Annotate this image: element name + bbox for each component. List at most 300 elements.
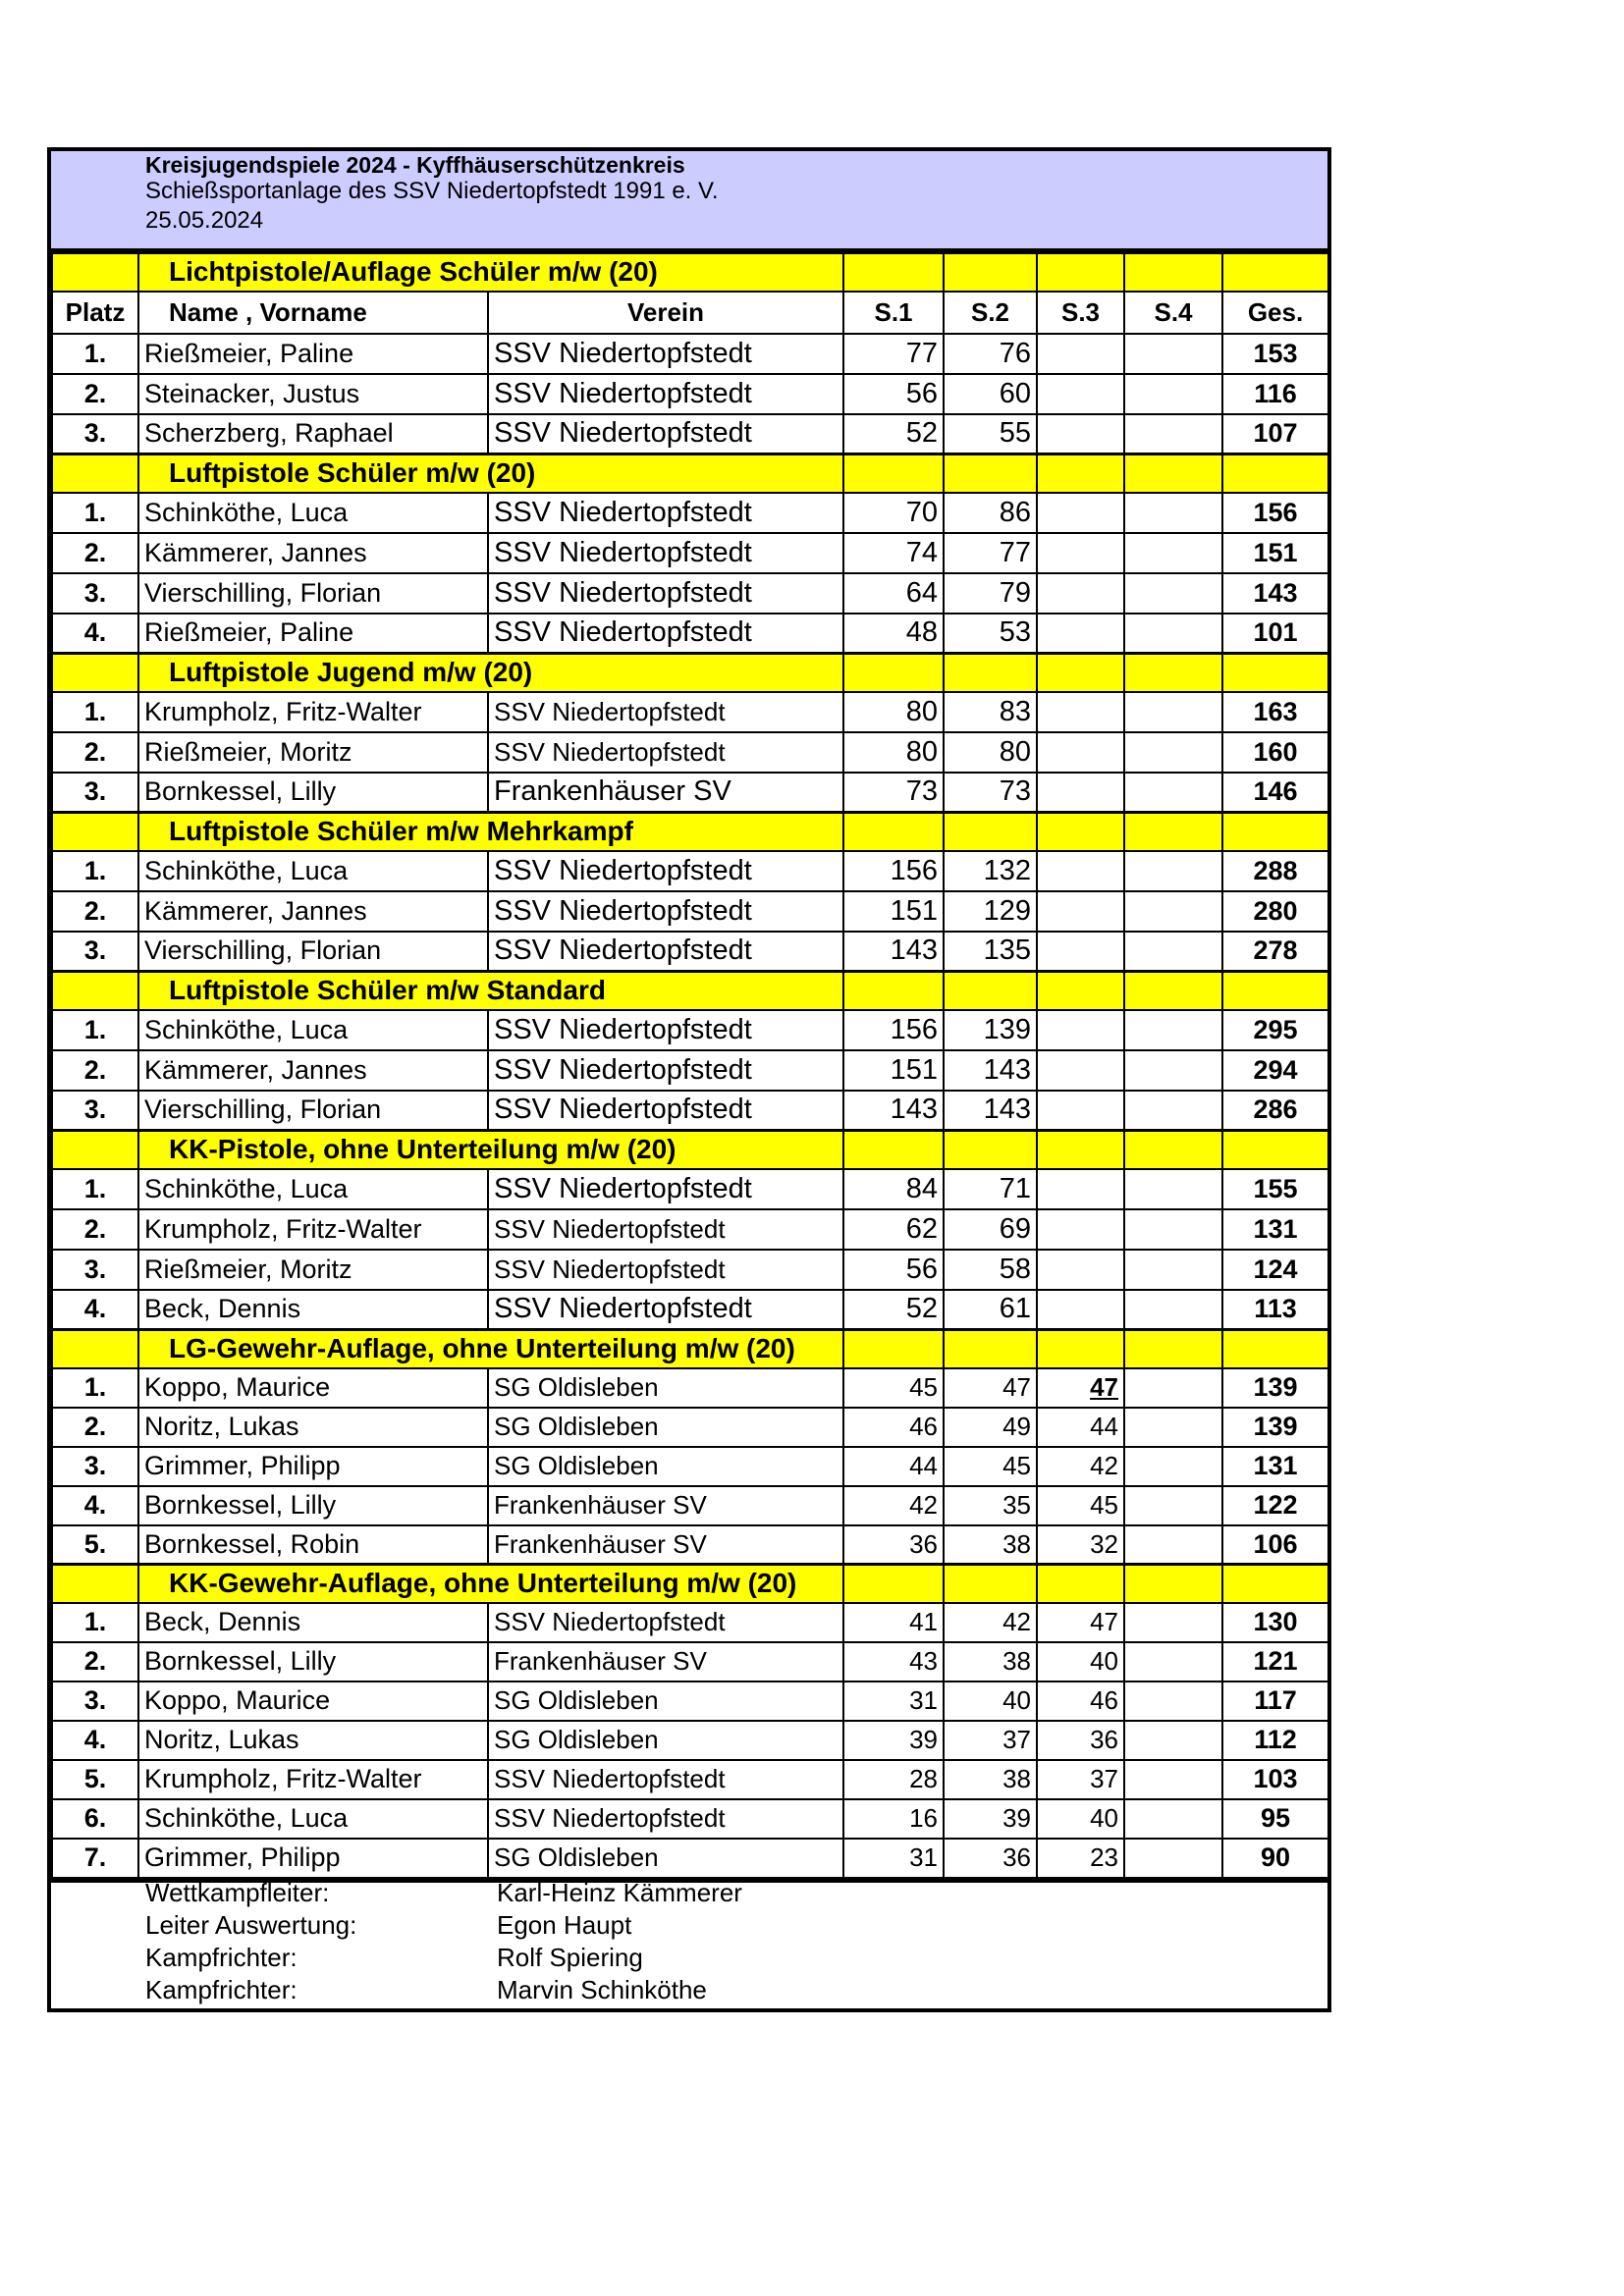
section-blank-cell bbox=[1222, 813, 1328, 851]
club-cell: SSV Niedertopfstedt bbox=[488, 932, 843, 972]
series-s1-cell: 56 bbox=[843, 374, 944, 414]
series-s3-cell: 45 bbox=[1037, 1486, 1124, 1525]
series-s3-cell: 42 bbox=[1037, 1447, 1124, 1486]
name-cell: Schinköthe, Luca bbox=[138, 1010, 488, 1050]
total-cell: 131 bbox=[1222, 1209, 1328, 1250]
series-s3-cell bbox=[1037, 891, 1124, 932]
result-row bbox=[52, 891, 1328, 932]
name-cell: Beck, Dennis bbox=[138, 1290, 488, 1330]
club-cell: SG Oldisleben bbox=[488, 1839, 843, 1878]
section-header-row bbox=[52, 972, 1328, 1010]
total-cell: 139 bbox=[1222, 1368, 1328, 1408]
section-header-row bbox=[52, 813, 1328, 851]
total-cell: 151 bbox=[1222, 533, 1328, 573]
series-s3-cell bbox=[1037, 374, 1124, 414]
series-s3-cell bbox=[1037, 773, 1124, 813]
series-s4-cell bbox=[1124, 414, 1222, 454]
series-s3-cell: 40 bbox=[1037, 1642, 1124, 1682]
section-blank-cell bbox=[1124, 1131, 1222, 1169]
series-s2-cell: 47 bbox=[944, 1368, 1037, 1408]
series-s3-cell: 23 bbox=[1037, 1839, 1124, 1878]
place-cell: 5. bbox=[52, 1525, 138, 1565]
series-s1-cell: 45 bbox=[843, 1368, 944, 1408]
total-cell: 95 bbox=[1222, 1799, 1328, 1839]
club-cell: SSV Niedertopfstedt bbox=[488, 851, 843, 891]
result-row bbox=[52, 1209, 1328, 1250]
place-cell: 5. bbox=[52, 1760, 138, 1799]
place-cell: 2. bbox=[52, 533, 138, 573]
official-role: Kampfrichter: bbox=[145, 1974, 298, 2004]
series-s4-cell bbox=[1124, 1050, 1222, 1091]
series-s1-cell: 74 bbox=[843, 533, 944, 573]
series-s4-cell bbox=[1124, 533, 1222, 573]
club-cell: SSV Niedertopfstedt bbox=[488, 1250, 843, 1290]
series-s3-cell bbox=[1037, 573, 1124, 614]
section-blank-cell bbox=[944, 1330, 1037, 1368]
series-s2-cell: 79 bbox=[944, 573, 1037, 614]
series-s1-cell: 84 bbox=[843, 1169, 944, 1209]
section-blank-cell bbox=[1037, 1565, 1124, 1603]
club-cell: SSV Niedertopfstedt bbox=[488, 573, 843, 614]
total-cell: 122 bbox=[1222, 1486, 1328, 1525]
club-cell: SSV Niedertopfstedt bbox=[488, 1603, 843, 1642]
section-title: KK-Gewehr-Auflage, ohne Unterteilung m/w (20) bbox=[138, 1565, 843, 1603]
series-s3-cell bbox=[1037, 932, 1124, 972]
series-s3-cell: 44 bbox=[1037, 1408, 1124, 1447]
place-cell: 1. bbox=[52, 334, 138, 374]
section-blank-cell bbox=[1124, 654, 1222, 692]
series-s2-cell: 58 bbox=[944, 1250, 1037, 1290]
series-s3-cell: 36 bbox=[1037, 1721, 1124, 1760]
section-blank-cell bbox=[1124, 1330, 1222, 1368]
club-cell: SSV Niedertopfstedt bbox=[488, 1209, 843, 1250]
section-blank-cell bbox=[52, 253, 138, 292]
total-cell: 139 bbox=[1222, 1408, 1328, 1447]
col-s2: S.2 bbox=[944, 292, 1037, 334]
result-row bbox=[52, 573, 1328, 614]
series-s4-cell bbox=[1124, 1682, 1222, 1721]
club-cell: SSV Niedertopfstedt bbox=[488, 732, 843, 773]
col-name: Name , Vorname bbox=[138, 292, 488, 334]
series-s1-cell: 64 bbox=[843, 573, 944, 614]
total-cell: 156 bbox=[1222, 493, 1328, 533]
place-cell: 1. bbox=[52, 1010, 138, 1050]
series-s4-cell bbox=[1124, 374, 1222, 414]
series-s4-cell bbox=[1124, 1010, 1222, 1050]
series-s1-cell: 56 bbox=[843, 1250, 944, 1290]
section-blank-cell bbox=[1124, 813, 1222, 851]
place-cell: 4. bbox=[52, 1486, 138, 1525]
section-blank-cell bbox=[1124, 454, 1222, 493]
section-blank-cell bbox=[1037, 654, 1124, 692]
series-s1-cell: 62 bbox=[843, 1209, 944, 1250]
section-header-row bbox=[52, 1565, 1328, 1603]
series-s1-cell: 16 bbox=[843, 1799, 944, 1839]
series-s3-cell bbox=[1037, 1250, 1124, 1290]
name-cell: Vierschilling, Florian bbox=[138, 932, 488, 972]
name-cell: Krumpholz, Fritz-Walter bbox=[138, 1209, 488, 1250]
series-s1-cell: 143 bbox=[843, 932, 944, 972]
section-blank-cell bbox=[52, 654, 138, 692]
total-cell: 121 bbox=[1222, 1642, 1328, 1682]
results-table bbox=[51, 251, 1329, 1879]
section-blank-cell bbox=[1222, 253, 1328, 292]
series-s4-cell bbox=[1124, 1169, 1222, 1209]
result-row bbox=[52, 1839, 1328, 1878]
series-s2-cell: 38 bbox=[944, 1760, 1037, 1799]
club-cell: SG Oldisleben bbox=[488, 1682, 843, 1721]
name-cell: Krumpholz, Fritz-Walter bbox=[138, 692, 488, 732]
result-row bbox=[52, 374, 1328, 414]
name-cell: Bornkessel, Lilly bbox=[138, 1642, 488, 1682]
section-blank-cell bbox=[1037, 813, 1124, 851]
official-role: Kampfrichter: bbox=[145, 1942, 298, 1972]
club-cell: SSV Niedertopfstedt bbox=[488, 533, 843, 573]
place-cell: 2. bbox=[52, 891, 138, 932]
officials-footer bbox=[51, 1879, 1327, 2008]
name-cell: Kämmerer, Jannes bbox=[138, 533, 488, 573]
result-row bbox=[52, 1050, 1328, 1091]
result-row bbox=[52, 932, 1328, 972]
series-s3-cell bbox=[1037, 1010, 1124, 1050]
section-blank-cell bbox=[52, 454, 138, 493]
result-row bbox=[52, 334, 1328, 374]
section-title: Luftpistole Schüler m/w (20) bbox=[138, 454, 843, 493]
series-s1-cell: 42 bbox=[843, 1486, 944, 1525]
series-s2-cell: 77 bbox=[944, 533, 1037, 573]
venue-line: Schießsportanlage des SSV Niedertopfstedt 1991 e. V. bbox=[145, 178, 719, 204]
section-blank-cell bbox=[843, 1330, 944, 1368]
series-s4-cell bbox=[1124, 1525, 1222, 1565]
club-cell: SSV Niedertopfstedt bbox=[488, 692, 843, 732]
series-s4-cell bbox=[1124, 1091, 1222, 1131]
series-s2-cell: 139 bbox=[944, 1010, 1037, 1050]
section-blank-cell bbox=[944, 813, 1037, 851]
section-title: KK-Pistole, ohne Unterteilung m/w (20) bbox=[138, 1131, 843, 1169]
col-s3: S.3 bbox=[1037, 292, 1124, 334]
series-s3-cell bbox=[1037, 334, 1124, 374]
series-s2-cell: 38 bbox=[944, 1525, 1037, 1565]
club-cell: SSV Niedertopfstedt bbox=[488, 1760, 843, 1799]
section-title: Luftpistole Schüler m/w Standard bbox=[138, 972, 843, 1010]
series-s4-cell bbox=[1124, 851, 1222, 891]
series-s1-cell: 36 bbox=[843, 1525, 944, 1565]
total-cell: 116 bbox=[1222, 374, 1328, 414]
series-s2-cell: 86 bbox=[944, 493, 1037, 533]
series-s2-cell: 40 bbox=[944, 1682, 1037, 1721]
series-s4-cell bbox=[1124, 891, 1222, 932]
section-blank-cell bbox=[843, 253, 944, 292]
section-blank-cell bbox=[1124, 253, 1222, 292]
name-cell: Krumpholz, Fritz-Walter bbox=[138, 1760, 488, 1799]
section-blank-cell bbox=[1222, 454, 1328, 493]
name-cell: Kämmerer, Jannes bbox=[138, 891, 488, 932]
result-row bbox=[52, 1010, 1328, 1050]
result-row bbox=[52, 1408, 1328, 1447]
result-row bbox=[52, 1799, 1328, 1839]
place-cell: 3. bbox=[52, 1447, 138, 1486]
series-s4-cell bbox=[1124, 1603, 1222, 1642]
section-blank-cell bbox=[52, 1565, 138, 1603]
series-s2-cell: 135 bbox=[944, 932, 1037, 972]
place-cell: 3. bbox=[52, 932, 138, 972]
total-cell: 163 bbox=[1222, 692, 1328, 732]
section-blank-cell bbox=[944, 972, 1037, 1010]
place-cell: 4. bbox=[52, 614, 138, 654]
series-s2-cell: 42 bbox=[944, 1603, 1037, 1642]
section-blank-cell bbox=[1037, 454, 1124, 493]
series-s4-cell bbox=[1124, 1486, 1222, 1525]
result-row bbox=[52, 773, 1328, 813]
series-s1-cell: 156 bbox=[843, 851, 944, 891]
series-s2-cell: 69 bbox=[944, 1209, 1037, 1250]
result-row bbox=[52, 1486, 1328, 1525]
series-s3-cell bbox=[1037, 614, 1124, 654]
name-cell: Scherzberg, Raphael bbox=[138, 414, 488, 454]
series-s2-cell: 35 bbox=[944, 1486, 1037, 1525]
series-s3-cell bbox=[1037, 1050, 1124, 1091]
club-cell: SSV Niedertopfstedt bbox=[488, 1010, 843, 1050]
col-platz: Platz bbox=[52, 292, 138, 334]
section-blank-cell bbox=[1124, 972, 1222, 1010]
series-s2-cell: 39 bbox=[944, 1799, 1037, 1839]
result-row bbox=[52, 851, 1328, 891]
section-title: Lichtpistole/Auflage Schüler m/w (20) bbox=[138, 253, 843, 292]
total-cell: 146 bbox=[1222, 773, 1328, 813]
name-cell: Noritz, Lukas bbox=[138, 1721, 488, 1760]
series-s1-cell: 28 bbox=[843, 1760, 944, 1799]
place-cell: 7. bbox=[52, 1839, 138, 1878]
total-cell: 131 bbox=[1222, 1447, 1328, 1486]
series-s1-cell: 39 bbox=[843, 1721, 944, 1760]
total-cell: 101 bbox=[1222, 614, 1328, 654]
section-blank-cell bbox=[1037, 253, 1124, 292]
name-cell: Noritz, Lukas bbox=[138, 1408, 488, 1447]
name-cell: Beck, Dennis bbox=[138, 1603, 488, 1642]
series-s2-cell: 73 bbox=[944, 773, 1037, 813]
name-cell: Schinköthe, Luca bbox=[138, 493, 488, 533]
section-blank-cell bbox=[1222, 1565, 1328, 1603]
series-s2-cell: 61 bbox=[944, 1290, 1037, 1330]
series-s2-cell: 129 bbox=[944, 891, 1037, 932]
total-cell: 117 bbox=[1222, 1682, 1328, 1721]
official-name: Egon Haupt bbox=[497, 1909, 632, 1940]
col-s4: S.4 bbox=[1124, 292, 1222, 334]
series-s3-cell bbox=[1037, 414, 1124, 454]
event-date: 25.05.2024 bbox=[145, 207, 264, 234]
series-s4-cell bbox=[1124, 1799, 1222, 1839]
series-s2-cell: 60 bbox=[944, 374, 1037, 414]
series-s1-cell: 80 bbox=[843, 692, 944, 732]
section-blank-cell bbox=[1222, 1330, 1328, 1368]
series-s3-cell: 32 bbox=[1037, 1525, 1124, 1565]
official-name: Rolf Spiering bbox=[497, 1942, 643, 1972]
section-blank-cell bbox=[52, 972, 138, 1010]
section-header-row bbox=[52, 253, 1328, 292]
series-s2-cell: 132 bbox=[944, 851, 1037, 891]
series-s1-cell: 48 bbox=[843, 614, 944, 654]
series-s1-cell: 70 bbox=[843, 493, 944, 533]
total-cell: 295 bbox=[1222, 1010, 1328, 1050]
name-cell: Rießmeier, Paline bbox=[138, 334, 488, 374]
series-s4-cell bbox=[1124, 1839, 1222, 1878]
series-s1-cell: 31 bbox=[843, 1682, 944, 1721]
result-row bbox=[52, 1603, 1328, 1642]
result-row bbox=[52, 1447, 1328, 1486]
place-cell: 1. bbox=[52, 692, 138, 732]
series-s1-cell: 156 bbox=[843, 1010, 944, 1050]
result-row bbox=[52, 1760, 1328, 1799]
section-title: LG-Gewehr-Auflage, ohne Unterteilung m/w (20) bbox=[138, 1330, 843, 1368]
section-blank-cell bbox=[1037, 1131, 1124, 1169]
section-blank-cell bbox=[944, 253, 1037, 292]
name-cell: Rießmeier, Paline bbox=[138, 614, 488, 654]
total-cell: 160 bbox=[1222, 732, 1328, 773]
series-s2-cell: 143 bbox=[944, 1050, 1037, 1091]
name-cell: Vierschilling, Florian bbox=[138, 573, 488, 614]
name-cell: Rießmeier, Moritz bbox=[138, 1250, 488, 1290]
name-cell: Bornkessel, Robin bbox=[138, 1525, 488, 1565]
name-cell: Kämmerer, Jannes bbox=[138, 1050, 488, 1091]
series-s4-cell bbox=[1124, 573, 1222, 614]
place-cell: 1. bbox=[52, 1603, 138, 1642]
series-s4-cell bbox=[1124, 493, 1222, 533]
result-row bbox=[52, 533, 1328, 573]
series-s4-cell bbox=[1124, 1760, 1222, 1799]
total-cell: 153 bbox=[1222, 334, 1328, 374]
place-cell: 3. bbox=[52, 773, 138, 813]
series-s2-cell: 53 bbox=[944, 614, 1037, 654]
name-cell: Vierschilling, Florian bbox=[138, 1091, 488, 1131]
official-name: Marvin Schinköthe bbox=[497, 1974, 707, 2004]
place-cell: 2. bbox=[52, 1408, 138, 1447]
series-s4-cell bbox=[1124, 692, 1222, 732]
section-title: Luftpistole Jugend m/w (20) bbox=[138, 654, 843, 692]
total-cell: 113 bbox=[1222, 1290, 1328, 1330]
club-cell: Frankenhäuser SV bbox=[488, 1486, 843, 1525]
section-header-row bbox=[52, 454, 1328, 493]
series-s3-cell bbox=[1037, 1209, 1124, 1250]
place-cell: 3. bbox=[52, 1250, 138, 1290]
series-s3-cell bbox=[1037, 692, 1124, 732]
results-sheet bbox=[47, 147, 1331, 2012]
total-cell: 90 bbox=[1222, 1839, 1328, 1878]
total-cell: 124 bbox=[1222, 1250, 1328, 1290]
total-cell: 278 bbox=[1222, 932, 1328, 972]
section-blank-cell bbox=[843, 1565, 944, 1603]
place-cell: 3. bbox=[52, 1682, 138, 1721]
club-cell: SSV Niedertopfstedt bbox=[488, 493, 843, 533]
section-header-row bbox=[52, 654, 1328, 692]
total-cell: 143 bbox=[1222, 573, 1328, 614]
official-role: Wettkampfleiter: bbox=[145, 1877, 330, 1907]
place-cell: 1. bbox=[52, 851, 138, 891]
total-cell: 294 bbox=[1222, 1050, 1328, 1091]
place-cell: 1. bbox=[52, 1368, 138, 1408]
name-cell: Grimmer, Philipp bbox=[138, 1839, 488, 1878]
section-title: Luftpistole Schüler m/w Mehrkampf bbox=[138, 813, 843, 851]
name-cell: Bornkessel, Lilly bbox=[138, 773, 488, 813]
club-cell: SSV Niedertopfstedt bbox=[488, 1091, 843, 1131]
result-row bbox=[52, 1250, 1328, 1290]
series-s2-cell: 55 bbox=[944, 414, 1037, 454]
series-s2-cell: 37 bbox=[944, 1721, 1037, 1760]
series-s1-cell: 143 bbox=[843, 1091, 944, 1131]
series-s1-cell: 151 bbox=[843, 891, 944, 932]
section-blank-cell bbox=[52, 1131, 138, 1169]
section-blank-cell bbox=[1222, 654, 1328, 692]
section-blank-cell bbox=[1124, 1565, 1222, 1603]
result-row bbox=[52, 1290, 1328, 1330]
result-row bbox=[52, 1091, 1328, 1131]
column-header-row bbox=[52, 292, 1328, 334]
series-s2-cell: 80 bbox=[944, 732, 1037, 773]
series-s3-cell bbox=[1037, 1091, 1124, 1131]
place-cell: 2. bbox=[52, 1209, 138, 1250]
series-s4-cell bbox=[1124, 773, 1222, 813]
total-cell: 130 bbox=[1222, 1603, 1328, 1642]
series-s4-cell bbox=[1124, 334, 1222, 374]
series-s3-cell bbox=[1037, 851, 1124, 891]
section-blank-cell bbox=[1222, 972, 1328, 1010]
name-cell: Schinköthe, Luca bbox=[138, 1169, 488, 1209]
series-s4-cell bbox=[1124, 732, 1222, 773]
event-title: Kreisjugendspiele 2024 - Kyffhäuserschützenkreis bbox=[145, 152, 685, 178]
series-s4-cell bbox=[1124, 1368, 1222, 1408]
section-blank-cell bbox=[843, 1131, 944, 1169]
section-blank-cell bbox=[944, 1565, 1037, 1603]
total-cell: 106 bbox=[1222, 1525, 1328, 1565]
series-s3-cell bbox=[1037, 493, 1124, 533]
series-s3-cell: 37 bbox=[1037, 1760, 1124, 1799]
club-cell: SSV Niedertopfstedt bbox=[488, 891, 843, 932]
place-cell: 4. bbox=[52, 1721, 138, 1760]
result-row bbox=[52, 732, 1328, 773]
series-s3-cell bbox=[1037, 732, 1124, 773]
place-cell: 2. bbox=[52, 1642, 138, 1682]
series-s4-cell bbox=[1124, 614, 1222, 654]
series-s1-cell: 151 bbox=[843, 1050, 944, 1091]
name-cell: Bornkessel, Lilly bbox=[138, 1486, 488, 1525]
series-s1-cell: 80 bbox=[843, 732, 944, 773]
total-cell: 280 bbox=[1222, 891, 1328, 932]
club-cell: SSV Niedertopfstedt bbox=[488, 414, 843, 454]
result-row bbox=[52, 692, 1328, 732]
club-cell: SSV Niedertopfstedt bbox=[488, 614, 843, 654]
series-s4-cell bbox=[1124, 1721, 1222, 1760]
series-s1-cell: 52 bbox=[843, 414, 944, 454]
series-s2-cell: 83 bbox=[944, 692, 1037, 732]
series-s1-cell: 73 bbox=[843, 773, 944, 813]
section-blank-cell bbox=[843, 813, 944, 851]
section-blank-cell bbox=[1037, 1330, 1124, 1368]
result-row bbox=[52, 1169, 1328, 1209]
total-cell: 107 bbox=[1222, 414, 1328, 454]
col-verein: Verein bbox=[488, 292, 843, 334]
name-cell: Rießmeier, Moritz bbox=[138, 732, 488, 773]
official-name: Karl-Heinz Kämmerer bbox=[497, 1877, 742, 1907]
section-header-row bbox=[52, 1131, 1328, 1169]
club-cell: Frankenhäuser SV bbox=[488, 1642, 843, 1682]
place-cell: 1. bbox=[52, 1169, 138, 1209]
result-row bbox=[52, 1682, 1328, 1721]
total-cell: 155 bbox=[1222, 1169, 1328, 1209]
name-cell: Koppo, Maurice bbox=[138, 1368, 488, 1408]
section-blank-cell bbox=[843, 454, 944, 493]
series-s4-cell bbox=[1124, 1447, 1222, 1486]
series-s4-cell bbox=[1124, 932, 1222, 972]
series-s4-cell bbox=[1124, 1209, 1222, 1250]
